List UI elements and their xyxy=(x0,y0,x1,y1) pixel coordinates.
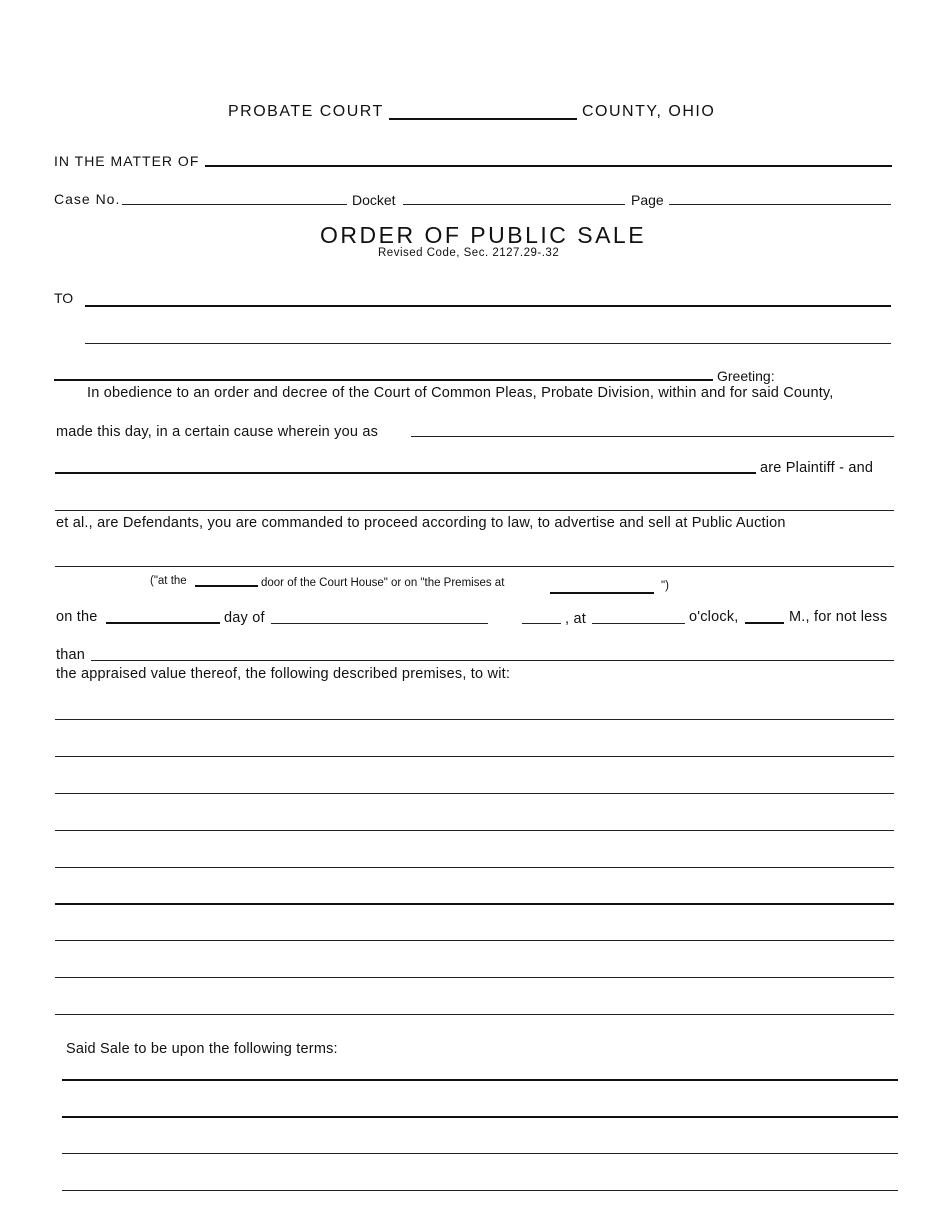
premises-line[interactable] xyxy=(55,977,894,978)
obedience-text: In obedience to an order and decree of the Court of Common Pleas, Probate Division, within and for said County, xyxy=(87,385,834,401)
day-of-text: day of xyxy=(224,610,265,626)
county-ohio-label: COUNTY, OHIO xyxy=(582,103,716,120)
day-field[interactable] xyxy=(106,622,220,624)
case-no-label: Case No. xyxy=(54,191,121,207)
terms-label: Said Sale to be upon the following terms: xyxy=(66,1041,338,1057)
close-quote-text: ") xyxy=(661,580,669,592)
page-field[interactable] xyxy=(669,204,891,205)
matter-of-field[interactable] xyxy=(205,165,892,167)
premises-line[interactable] xyxy=(55,940,894,941)
at-the-text: ("at the xyxy=(150,575,187,587)
county-name-field[interactable] xyxy=(389,118,577,120)
premises-field[interactable] xyxy=(550,592,654,594)
document-title: ORDER OF PUBLIC SALE xyxy=(320,222,647,248)
hour-field[interactable] xyxy=(592,623,685,624)
premises-line[interactable] xyxy=(55,793,894,794)
docket-field[interactable] xyxy=(403,204,625,205)
case-no-field[interactable] xyxy=(122,204,347,205)
revised-code-subtitle: Revised Code, Sec. 2127.29-.32 xyxy=(378,247,560,259)
premises-line[interactable] xyxy=(55,903,894,905)
defendants-field[interactable] xyxy=(55,510,894,511)
am-pm-field[interactable] xyxy=(745,622,784,624)
section-divider xyxy=(55,566,894,567)
terms-line[interactable] xyxy=(62,1079,898,1081)
to-label: TO xyxy=(54,290,74,306)
terms-line[interactable] xyxy=(62,1190,898,1191)
docket-label: Docket xyxy=(352,192,396,208)
door-field[interactable] xyxy=(195,585,258,587)
terms-line[interactable] xyxy=(62,1153,898,1154)
page-label: Page xyxy=(631,192,664,208)
premises-line[interactable] xyxy=(55,756,894,757)
appraised-text: the appraised value thereof, the following described premises, to wit: xyxy=(56,666,511,682)
premises-line[interactable] xyxy=(55,719,894,720)
to-field-line-1[interactable] xyxy=(85,305,891,307)
are-plaintiff-text: are Plaintiff - and xyxy=(760,460,874,476)
defendants-text: et al., are Defendants, you are commanded to proceed according to law, to advertise and sell at Public Auction xyxy=(56,515,786,531)
premises-line[interactable] xyxy=(55,1014,894,1015)
month-field[interactable] xyxy=(271,623,488,624)
greeting-label: Greeting: xyxy=(717,368,775,384)
than-text: than xyxy=(56,647,86,663)
made-this-day-text: made this day, in a certain cause wherein you as xyxy=(56,424,379,440)
than-field[interactable] xyxy=(91,660,894,661)
m-for-not-less-text: M., for not less xyxy=(789,609,888,625)
premises-line[interactable] xyxy=(55,867,894,868)
in-the-matter-of-label: IN THE MATTER OF xyxy=(54,153,200,169)
comma-at-text: , at xyxy=(565,611,586,627)
plaintiff-field[interactable] xyxy=(55,472,756,474)
terms-line[interactable] xyxy=(62,1116,898,1118)
on-the-text: on the xyxy=(56,609,98,625)
to-field-line-3[interactable] xyxy=(54,379,713,381)
oclock-text: o'clock, xyxy=(689,609,739,625)
premises-line[interactable] xyxy=(55,830,894,831)
to-field-line-2[interactable] xyxy=(85,343,891,344)
probate-court-label: PROBATE COURT xyxy=(228,103,384,120)
door-court-house-text: door of the Court House" or on "the Premises at xyxy=(261,577,505,589)
capacity-field[interactable] xyxy=(411,436,894,437)
year-field[interactable] xyxy=(522,623,561,624)
